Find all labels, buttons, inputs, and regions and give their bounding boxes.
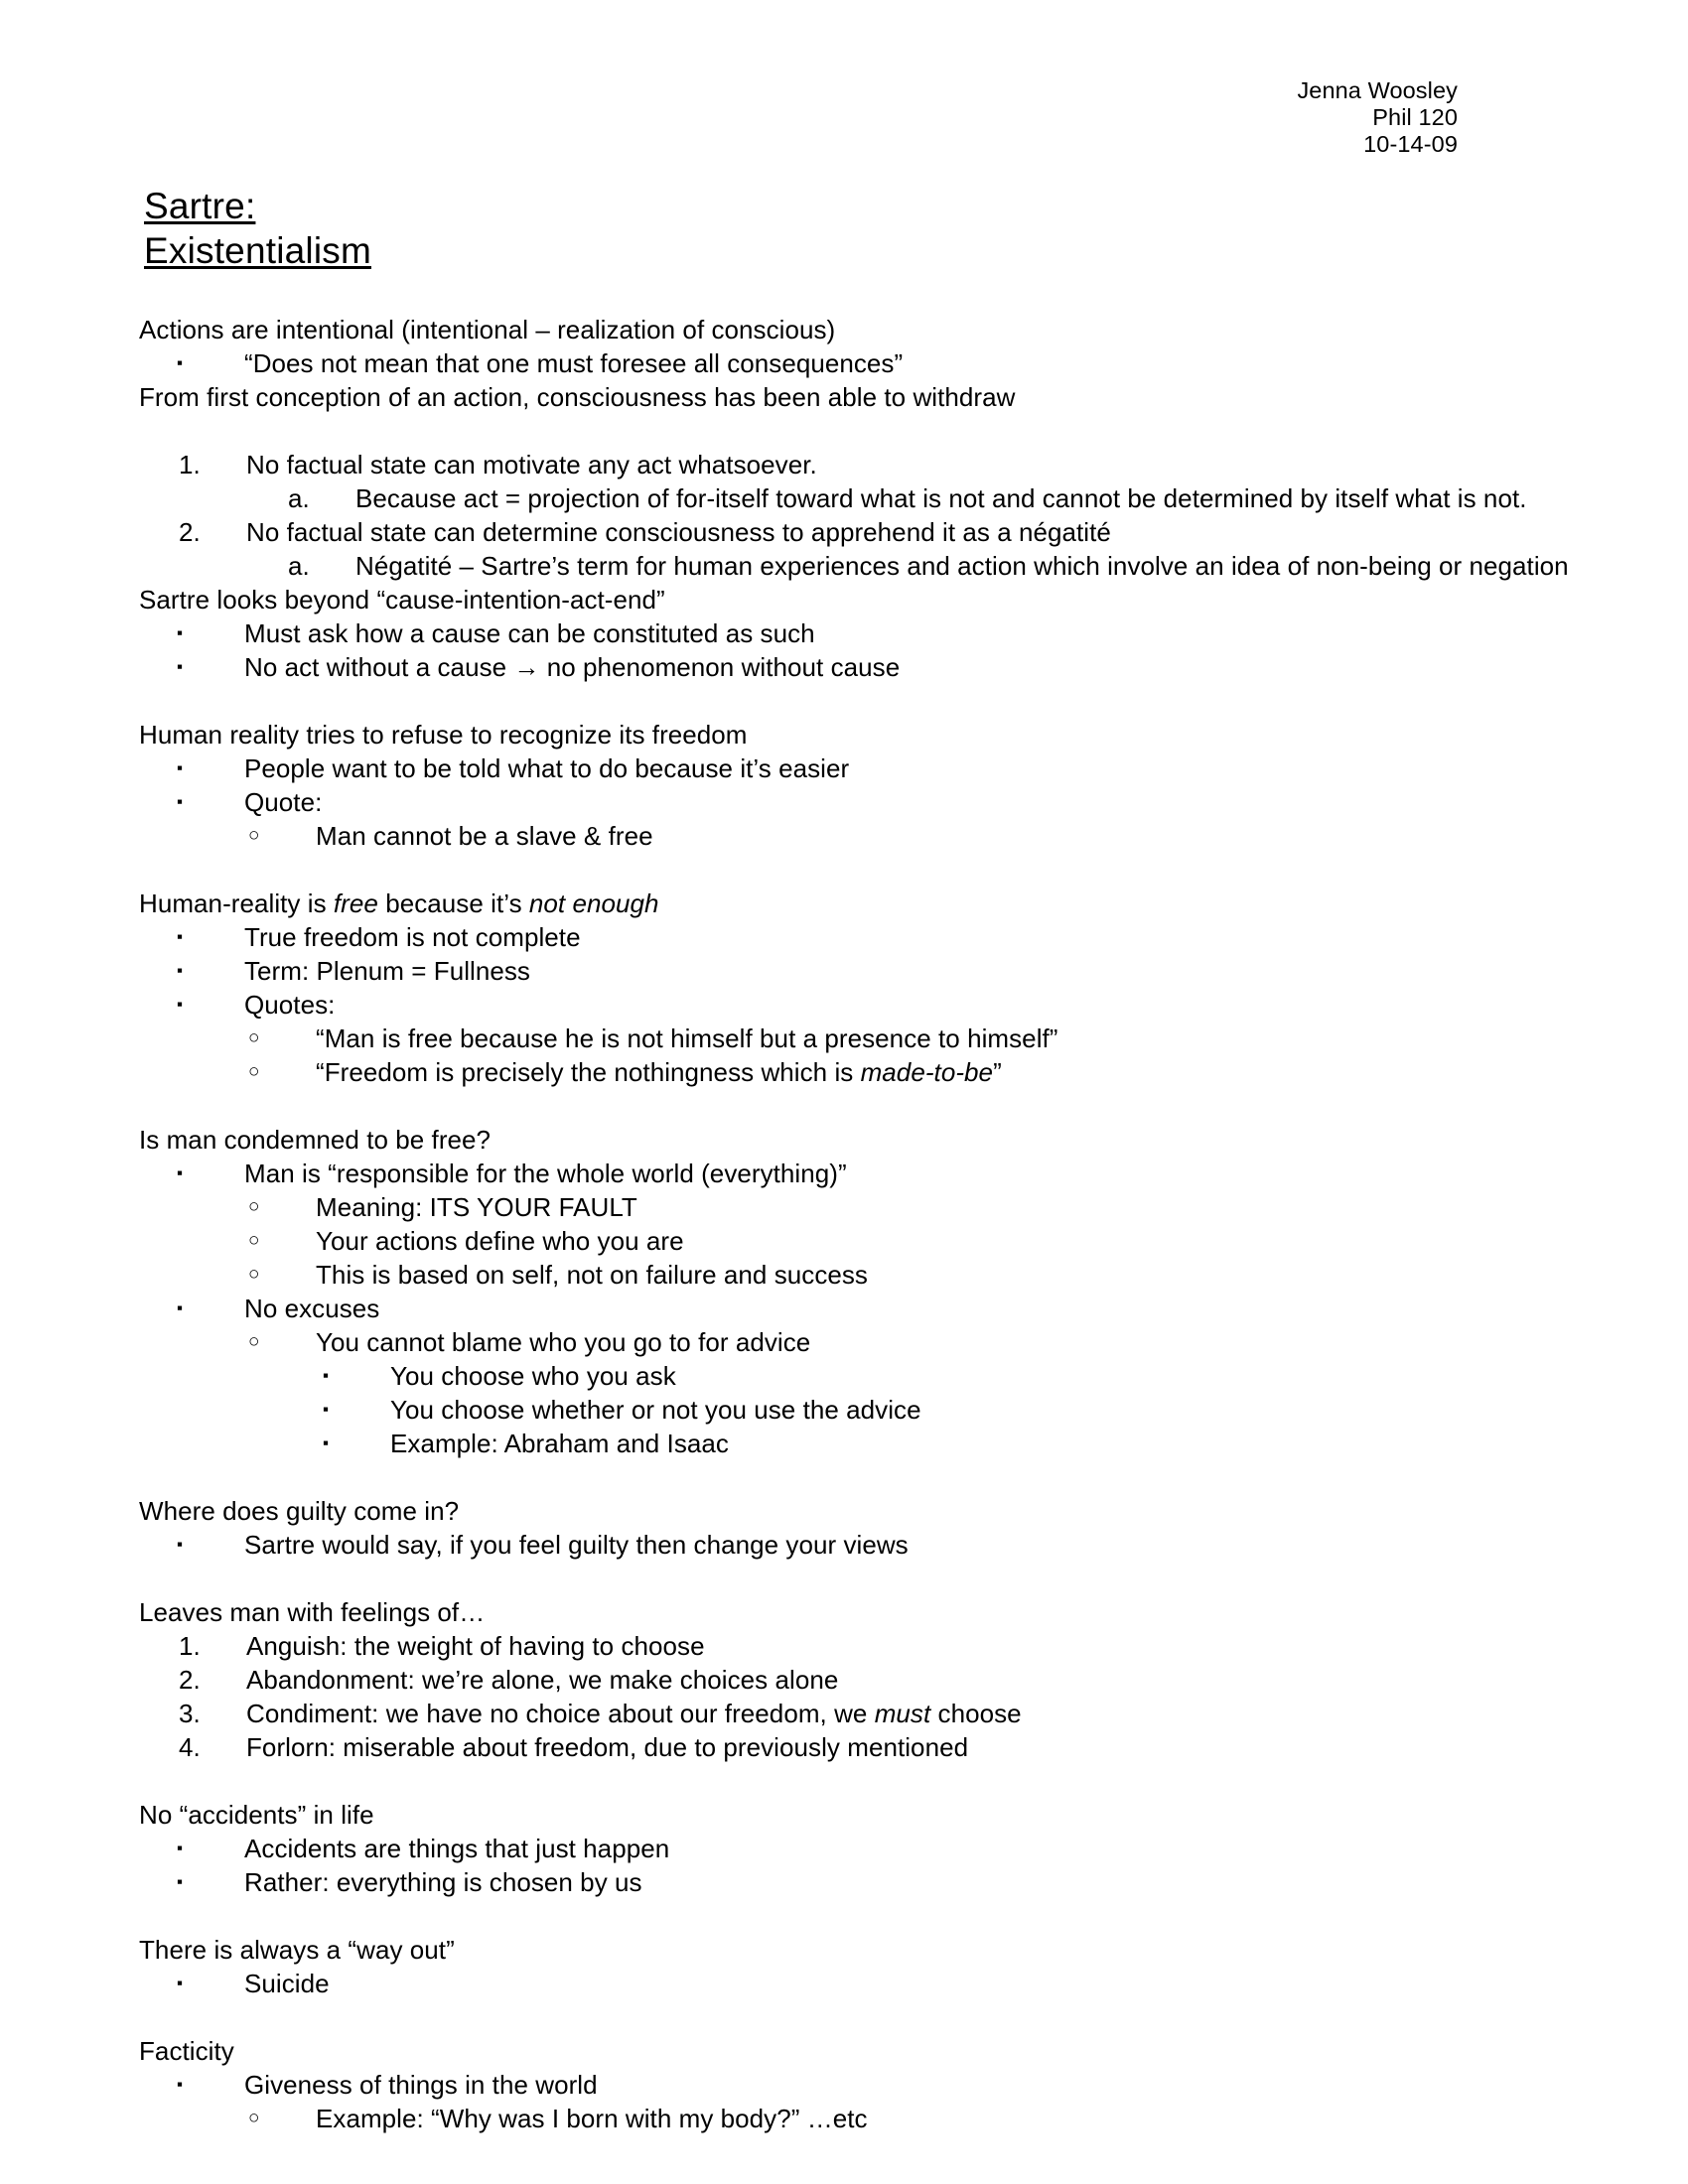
list-item-label: You choose who you ask — [390, 1361, 676, 1391]
square-bullet-icon: ▪ — [177, 1163, 184, 1182]
list-item — [248, 1190, 1569, 1224]
list-item-label: Quotes: — [244, 990, 336, 1020]
list-item-label: True freedom is not complete — [244, 922, 581, 952]
list-item-label: Man is “responsible for the whole world (everything)” — [244, 1159, 847, 1188]
paragraph-first-conception: From first conception of an action, consciousness has been able to withdraw — [139, 382, 1016, 412]
list-item-label: Example: “Why was I born with my body?” …etc — [316, 2104, 868, 2133]
list-item-label: You choose whether or not you use the advice — [390, 1395, 921, 1425]
list-item — [177, 1157, 1569, 1190]
list-item — [248, 1325, 1569, 1359]
list-item — [177, 751, 1569, 785]
spacer — [139, 1460, 1569, 1494]
list-item — [248, 1055, 1569, 1089]
paragraph-human-reality-refuse: Human reality tries to refuse to recognize its freedom — [139, 720, 748, 750]
square-bullet-icon: ▪ — [177, 1298, 184, 1317]
document-body — [139, 313, 1569, 2135]
list-item — [179, 1663, 1569, 1697]
square-bullet-icon: ▪ — [177, 2075, 184, 2094]
list-number: 1. — [179, 450, 201, 479]
list-item — [177, 954, 1569, 988]
list-item-label: Abandonment: we’re alone, we make choices alone — [246, 1665, 839, 1695]
list-item-label: No excuses — [244, 1294, 380, 1323]
square-bullet-icon: ▪ — [323, 1400, 330, 1419]
paragraph-where-does-guilty: Where does guilty come in? — [139, 1496, 460, 1526]
list-item — [248, 2102, 1569, 2135]
spacer — [139, 853, 1569, 887]
list-item-label: Anguish: the weight of having to choose — [246, 1631, 705, 1661]
spacer — [139, 1562, 1569, 1595]
list-item-label: Rather: everything is chosen by us — [244, 1867, 642, 1897]
list-item-label: “Does not mean that one must foresee all consequences” — [244, 348, 904, 378]
list-item — [179, 1697, 1569, 1730]
list-item — [177, 650, 1569, 684]
author-name: Jenna Woosley — [1297, 77, 1458, 103]
square-bullet-icon: ▪ — [177, 961, 184, 980]
list-number: 2. — [179, 517, 201, 547]
square-bullet-icon: ▪ — [177, 927, 184, 946]
list-item-label: Condiment: we have no choice about our freedom, we must choose — [246, 1699, 1022, 1728]
list-item-label: No factual state can determine consciousness to apprehend it as a négatité — [246, 517, 1111, 547]
list-item — [179, 515, 1569, 549]
paragraph-condemned-to-be-free: Is man condemned to be free? — [139, 1125, 492, 1155]
paragraph-human-reality-free: Human-reality is free because it’s not enough — [139, 888, 659, 918]
list-item — [177, 920, 1569, 954]
list-item-label: Forlorn: miserable about freedom, due to previously mentioned — [246, 1732, 969, 1762]
square-bullet-icon: ▪ — [177, 995, 184, 1014]
list-item-label: No factual state can motivate any act whatsoever. — [246, 450, 817, 479]
list-item — [288, 549, 1569, 583]
list-item-label: Man cannot be a slave & free — [316, 821, 653, 851]
list-item-label: This is based on self, not on failure and success — [316, 1260, 868, 1290]
list-item — [177, 988, 1569, 1022]
square-bullet-icon: ▪ — [177, 353, 184, 372]
circle-bullet-icon: ○ — [248, 1331, 260, 1352]
list-number: 4. — [179, 1732, 201, 1762]
circle-bullet-icon: ○ — [248, 1264, 260, 1285]
list-item — [248, 819, 1569, 853]
paragraph-sartre-looks-beyond: Sartre looks beyond “cause-intention-act-end” — [139, 585, 665, 614]
list-item-label: Quote: — [244, 787, 323, 817]
list-item-label: Meaning: ITS YOUR FAULT — [316, 1192, 637, 1222]
list-item — [177, 616, 1569, 650]
list-item — [248, 1258, 1569, 1292]
circle-bullet-icon: ○ — [248, 825, 260, 846]
list-item — [323, 1359, 1569, 1393]
square-bullet-icon: ▪ — [323, 1433, 330, 1452]
list-item — [177, 1832, 1569, 1865]
square-bullet-icon: ▪ — [177, 1974, 184, 1992]
spacer — [139, 1764, 1569, 1798]
square-bullet-icon: ▪ — [323, 1366, 330, 1385]
spacer — [139, 684, 1569, 718]
list-item — [177, 346, 1569, 380]
circle-bullet-icon: ○ — [248, 2108, 260, 2128]
list-item-label: No act without a cause → no phenomenon without cause — [244, 652, 901, 682]
square-bullet-icon: ▪ — [177, 1839, 184, 1857]
list-number: 3. — [179, 1699, 201, 1728]
list-letter: a. — [288, 551, 310, 581]
paragraph-way-out: There is always a “way out” — [139, 1935, 455, 1965]
paragraph-no-accidents: No “accidents” in life — [139, 1800, 374, 1830]
list-item — [179, 1629, 1569, 1663]
list-item — [177, 1967, 1569, 2000]
list-number: 2. — [179, 1665, 201, 1695]
list-letter: a. — [288, 483, 310, 513]
square-bullet-icon: ▪ — [177, 657, 184, 676]
list-item-label: Your actions define who you are — [316, 1226, 684, 1256]
list-number: 1. — [179, 1631, 201, 1661]
list-item-label: Because act = projection of for-itself toward what is not and cannot be determined by itself what is not. — [355, 483, 1527, 513]
square-bullet-icon: ▪ — [177, 1535, 184, 1554]
circle-bullet-icon: ○ — [248, 1196, 260, 1217]
spacer — [139, 2000, 1569, 2034]
list-item — [323, 1393, 1569, 1427]
list-item-label: People want to be told what to do because it’s easier — [244, 753, 850, 783]
square-bullet-icon: ▪ — [177, 758, 184, 777]
list-item-label: Sartre would say, if you feel guilty then change your views — [244, 1530, 909, 1560]
list-item-label: Must ask how a cause can be constituted as such — [244, 618, 815, 648]
list-item — [323, 1427, 1569, 1460]
course-name: Phil 120 — [1372, 104, 1458, 130]
list-item — [288, 481, 1569, 515]
list-item — [248, 1022, 1569, 1055]
circle-bullet-icon: ○ — [248, 1230, 260, 1251]
list-item-label: Accidents are things that just happen — [244, 1834, 670, 1863]
list-item-label: Suicide — [244, 1969, 330, 1998]
square-bullet-icon: ▪ — [177, 623, 184, 642]
list-item — [177, 785, 1569, 819]
list-item-label: Giveness of things in the world — [244, 2070, 598, 2100]
list-item-label: “Man is free because he is not himself but a presence to himself” — [316, 1024, 1058, 1053]
spacer — [139, 1899, 1569, 1933]
paragraph-leaves-man-with-feelings: Leaves man with feelings of… — [139, 1597, 486, 1627]
list-item-label: You cannot blame who you go to for advice — [316, 1327, 811, 1357]
page-title — [144, 184, 1569, 273]
list-item — [177, 1865, 1569, 1899]
circle-bullet-icon: ○ — [248, 1061, 260, 1082]
list-item — [177, 1292, 1569, 1325]
square-bullet-icon: ▪ — [177, 1872, 184, 1891]
list-item — [248, 1224, 1569, 1258]
list-item — [177, 2068, 1569, 2102]
square-bullet-icon: ▪ — [177, 792, 184, 811]
spacer — [139, 414, 1569, 448]
list-item — [179, 1730, 1569, 1764]
list-item-label: Négatité – Sartre’s term for human experiences and action which involve an idea of non-being or negation — [355, 551, 1569, 581]
list-item-label: Term: Plenum = Fullness — [244, 956, 530, 986]
list-item — [179, 448, 1569, 481]
title-line-1: Sartre: — [144, 186, 256, 226]
spacer — [139, 1089, 1569, 1123]
title-line-2: Existentialism — [144, 230, 371, 271]
paragraph-facticity: Facticity — [139, 2036, 234, 2066]
list-item-label: “Freedom is precisely the nothingness which is made-to-be” — [316, 1057, 1002, 1087]
document-header — [139, 77, 1569, 158]
circle-bullet-icon: ○ — [248, 1027, 260, 1048]
list-item — [177, 1528, 1569, 1562]
date-text: 10-14-09 — [1363, 131, 1458, 157]
paragraph-actions-intentional: Actions are intentional (intentional – realization of conscious) — [139, 315, 836, 344]
list-item-label: Example: Abraham and Isaac — [390, 1429, 729, 1458]
